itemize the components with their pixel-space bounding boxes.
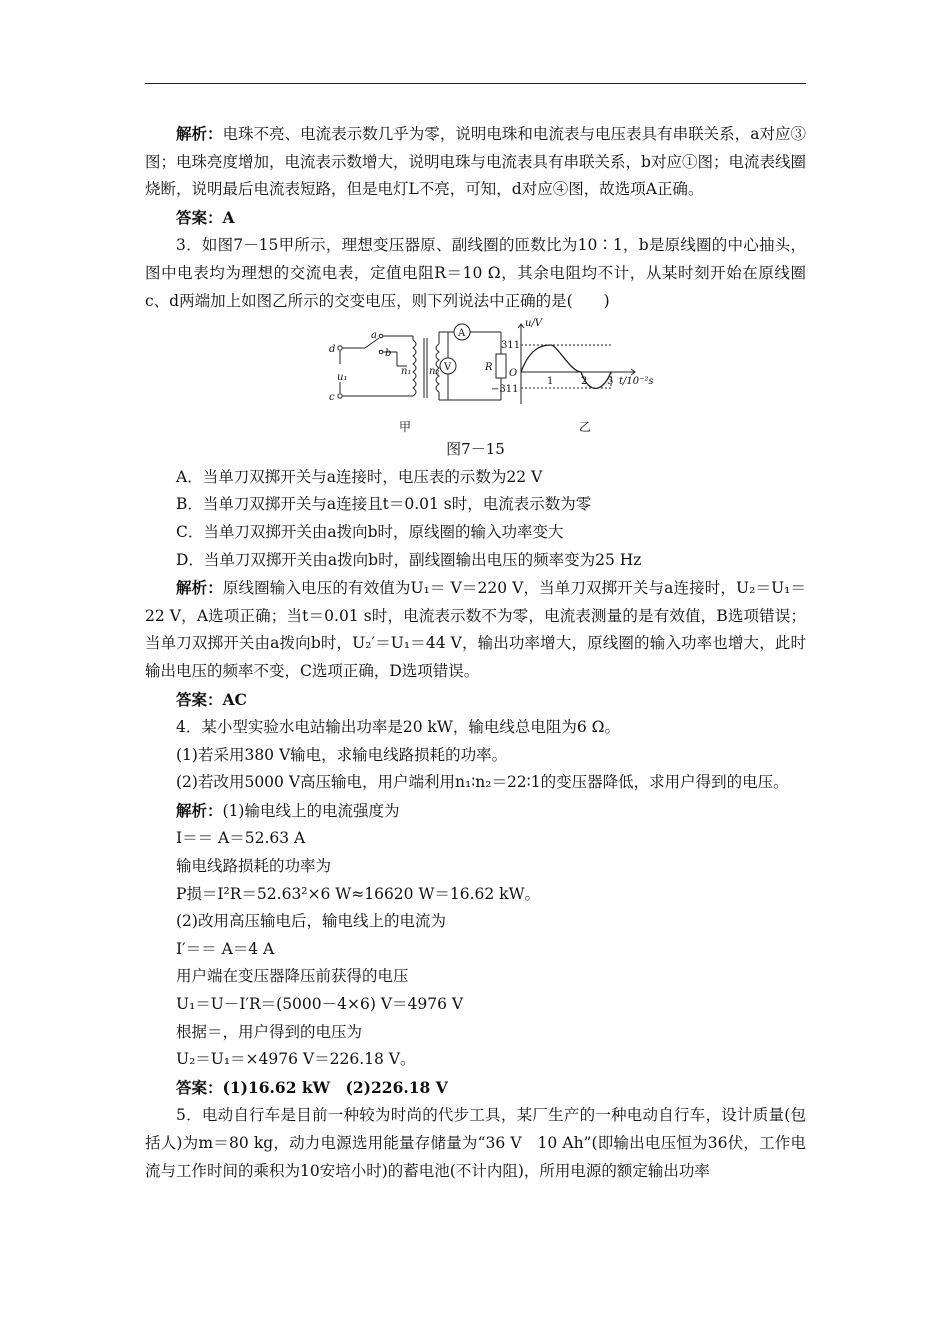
label-b: b (385, 348, 392, 360)
label-t1: 1 (547, 376, 554, 388)
question-3: 3．如图7－15甲所示，理想变压器原、副线圈的匝数比为10∶1，b是原线圈的中心抽头，图中电表均为理想的交流电表，定值电阻R＝10 Ω，其余电阻均不计，从某时刻开始在原线圈c、d两端加上如图乙所示的交变电压，则下列说法中正确的是( ) (145, 236, 806, 310)
answer-value: AC (222, 689, 247, 709)
option-c: C．当单刀双掷开关由a拨向b时，原线圈的输入功率变大 (176, 522, 564, 541)
label-t3: 3 (607, 376, 614, 388)
analysis-paragraph (145, 574, 806, 685)
label-resistor: R (485, 362, 493, 374)
answer-label: 答案： (176, 1077, 223, 1097)
figure-caption: 图7－15 (446, 440, 505, 459)
figure-left-label: 甲 (399, 420, 412, 435)
terminal-c (338, 394, 342, 398)
analysis-line: U₂＝U₁＝×4976 V＝226.18 V。 (176, 1050, 416, 1069)
figure-7-15 (145, 318, 806, 436)
circuit-labels (329, 328, 493, 403)
figure-right-label: 乙 (579, 420, 592, 435)
label-u1: u₁ (337, 372, 348, 384)
answer-value: A (222, 207, 235, 227)
answer-label: 答案： (176, 689, 223, 709)
label-ammeter: A (458, 328, 466, 340)
analysis-label: 解析： (176, 800, 223, 820)
analysis-line: 输电线路损耗的功率为 (176, 857, 332, 876)
option-d: D．当单刀双掷开关由a拨向b时，副线圈输出电压的频率变为25 Hz (176, 550, 642, 569)
analysis-label-line (145, 797, 806, 826)
analysis-line: I′＝＝ A＝4 A (176, 939, 275, 958)
question-4-part-1: (1)若采用380 V输电，求输电线路损耗的功率。 (176, 745, 508, 764)
analysis-label: 解析： (176, 124, 223, 143)
answer-label: 答案： (176, 207, 223, 227)
terminal-d (338, 346, 342, 350)
label-n2: n₂ (429, 366, 440, 378)
analysis-paragraph (145, 120, 806, 204)
answer-line (145, 1074, 806, 1103)
label-t-axis: t/10⁻²s (619, 376, 654, 388)
analysis-line: P损＝I²R＝52.63²×6 W≈16620 W＝16.62 kW。 (176, 884, 541, 903)
label-u-axis: u/V (525, 318, 543, 330)
sine-curve (521, 345, 614, 388)
contact-b (379, 350, 383, 354)
question-4-part-2: (2)若改用5000 V高压输电，用户端利用n₁∶n₂＝22∶1的变压器降低，求用户得到的电压。 (176, 773, 789, 792)
label-peak: 311 (501, 340, 521, 352)
analysis-line: 用户端在变压器降压前获得的电压 (176, 967, 409, 986)
analysis-label: 解析： (176, 578, 223, 598)
analysis-line: (2)改用高压输电后，输电线上的电流为 (176, 912, 446, 931)
label-c: c (329, 392, 335, 404)
primary-coil (413, 340, 416, 396)
label-voltmeter: V (444, 362, 452, 374)
analysis-line: 根据＝，用户得到的电压为 (176, 1022, 363, 1041)
analysis-line: (1)输电线上的电流强度为 (222, 801, 400, 820)
answer-line (145, 686, 806, 715)
figure-drawing (145, 318, 806, 436)
graph-labels (491, 318, 654, 395)
circuit-diagram (338, 324, 506, 400)
label-t2: 2 (581, 376, 588, 388)
answer-value: (1)16.62 kW (2)226.18 V (222, 1077, 448, 1097)
label-a: a (371, 330, 377, 342)
resistor (496, 354, 506, 378)
question-5: 5．电动自行车是目前一种较为时尚的代步工具，某厂生产的一种电动自行车，设计质量(包括人)为m＝80 kg，动力电源选用能量存储量为“36 V 10 Ah”(即输出电压恒为36伏，工作电流与工作时间的乘积为10安培小时)的蓄电池(不计内阻)，所用电源的额定输出功率 (145, 1106, 806, 1180)
question-4-stem: 4．某小型实验水电站输出功率是20 kW，输电线总电阻为6 Ω。 (176, 718, 620, 737)
document-body (145, 120, 806, 1185)
analysis-line: U₁＝U－I′R＝(5000－4×6) V＝4976 V (176, 995, 464, 1014)
answer-line (145, 204, 806, 233)
voltage-graph (518, 324, 635, 404)
contact-a (379, 334, 383, 338)
option-b: B．当单刀双掷开关与a连接且t＝0.01 s时，电流表示数为零 (176, 495, 592, 514)
analysis-text: 原线圈输入电压的有效值为U₁＝ V＝220 V，当单刀双掷开关与a连接时，U₂＝U₁＝22 V，A选项正确；当t＝0.01 s时，电流表示数不为零，电流表测量的是有效值，B选项错误；当单刀双掷开关由a拨向b时，U₂′＝U₁＝44 V，输出功率增大，原线圈的输入功率也增大，此时输出电压的频率不变，C选项正确，D选项错误。 (145, 579, 806, 680)
analysis-text: 电珠不亮、电流表示数几乎为零，说明电珠和电流表与电压表具有串联关系，a对应③图；电珠亮度增加，电流表示数增大，说明电珠与电流表具有串联关系，b对应①图；电流表线圈烧断，说明最后电流表短路，但是电灯L不亮，可知，d对应④图，故选项A正确。 (145, 125, 806, 199)
label-n1: n₁ (401, 366, 412, 378)
label-origin: O (509, 368, 518, 380)
label-d: d (329, 344, 336, 356)
header-rule (145, 83, 806, 84)
label-trough: −311 (491, 384, 519, 396)
option-a: A．当单刀双掷开关与a连接时，电压表的示数为22 V (176, 467, 543, 486)
analysis-line: I＝＝ A＝52.63 A (176, 829, 306, 848)
